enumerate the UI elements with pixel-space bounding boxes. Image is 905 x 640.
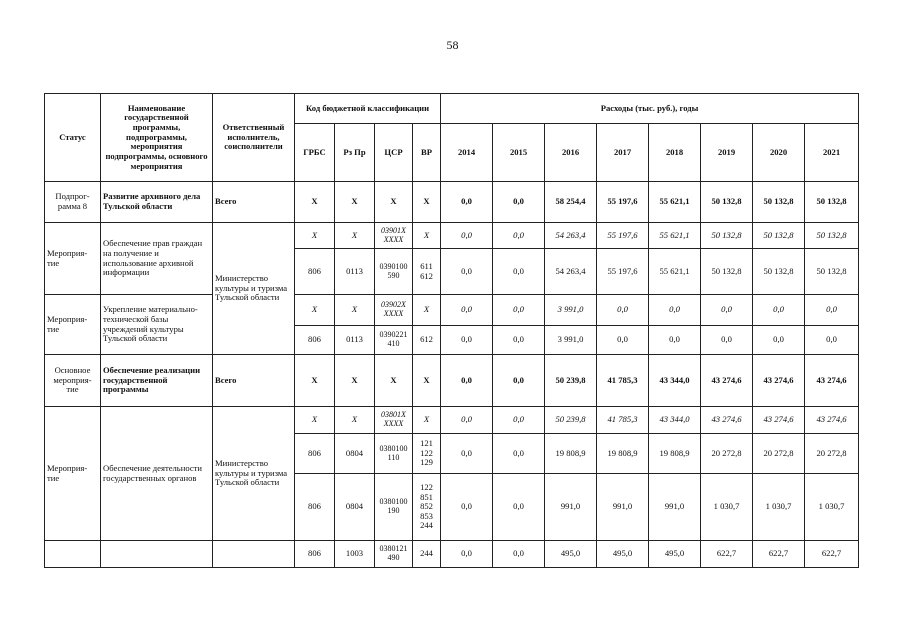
header-vr: ВР bbox=[413, 124, 441, 182]
grbs-cell: Х bbox=[295, 182, 335, 223]
value-cell: 0,0 bbox=[441, 223, 493, 249]
value-cell: 20 272,8 bbox=[701, 434, 753, 474]
value-cell: 20 272,8 bbox=[753, 434, 805, 474]
value-cell: 20 272,8 bbox=[805, 434, 859, 474]
value-cell: 50 239,8 bbox=[545, 355, 597, 407]
csr-cell: 03801Х ХХХХ bbox=[375, 407, 413, 434]
value-cell: 55 197,6 bbox=[597, 249, 649, 295]
header-responsible: Ответственный исполнитель, соисполнители bbox=[213, 94, 295, 182]
value-cell: 0,0 bbox=[493, 434, 545, 474]
value-cell: 43 274,6 bbox=[805, 355, 859, 407]
value-cell: 0,0 bbox=[597, 326, 649, 355]
value-cell: 43 274,6 bbox=[805, 407, 859, 434]
value-cell: 0,0 bbox=[441, 249, 493, 295]
header-year: 2018 bbox=[649, 124, 701, 182]
value-cell: 0,0 bbox=[441, 474, 493, 541]
header-csr: ЦСР bbox=[375, 124, 413, 182]
vr-cell: Х bbox=[413, 182, 441, 223]
value-cell: 0,0 bbox=[753, 326, 805, 355]
status-cell: Подпрог- рамма 8 bbox=[45, 182, 101, 223]
value-cell: 622,7 bbox=[753, 541, 805, 568]
value-cell: 991,0 bbox=[597, 474, 649, 541]
responsible-cell: Всего bbox=[213, 355, 295, 407]
csr-cell: 0390221 410 bbox=[375, 326, 413, 355]
name-cell bbox=[101, 541, 213, 568]
responsible-cell: Всего bbox=[213, 182, 295, 223]
header-year: 2019 bbox=[701, 124, 753, 182]
value-cell: 0,0 bbox=[493, 474, 545, 541]
value-cell: 0,0 bbox=[701, 326, 753, 355]
rzpr-cell: Х bbox=[335, 295, 375, 326]
value-cell: 19 808,9 bbox=[649, 434, 701, 474]
vr-cell: 244 bbox=[413, 541, 441, 568]
value-cell: 991,0 bbox=[649, 474, 701, 541]
value-cell: 0,0 bbox=[441, 295, 493, 326]
header-year: 2020 bbox=[753, 124, 805, 182]
header-year: 2014 bbox=[441, 124, 493, 182]
csr-cell: 03901Х ХХХХ bbox=[375, 223, 413, 249]
vr-cell: Х bbox=[413, 223, 441, 249]
header-rzpr: Рз Пр bbox=[335, 124, 375, 182]
csr-cell: 0380100 110 bbox=[375, 434, 413, 474]
value-cell: 43 274,6 bbox=[701, 355, 753, 407]
csr-cell: Х bbox=[375, 182, 413, 223]
header-code-group: Код бюджетной классификации bbox=[295, 94, 441, 124]
value-cell: 50 132,8 bbox=[805, 249, 859, 295]
header-expenses-group: Расходы (тыс. руб.), годы bbox=[441, 94, 859, 124]
value-cell: 0,0 bbox=[441, 434, 493, 474]
grbs-cell: Х bbox=[295, 355, 335, 407]
grbs-cell: Х bbox=[295, 223, 335, 249]
vr-cell: 612 bbox=[413, 326, 441, 355]
rzpr-cell: 0804 bbox=[335, 474, 375, 541]
table-row bbox=[45, 407, 859, 434]
value-cell: 0,0 bbox=[649, 295, 701, 326]
value-cell: 0,0 bbox=[493, 355, 545, 407]
value-cell: 1 030,7 bbox=[753, 474, 805, 541]
grbs-cell: Х bbox=[295, 407, 335, 434]
vr-cell: Х bbox=[413, 355, 441, 407]
value-cell: 43 274,6 bbox=[753, 355, 805, 407]
value-cell: 0,0 bbox=[493, 326, 545, 355]
value-cell: 43 274,6 bbox=[701, 407, 753, 434]
csr-cell: 03902Х ХХХХ bbox=[375, 295, 413, 326]
value-cell: 0,0 bbox=[753, 295, 805, 326]
status-cell bbox=[45, 541, 101, 568]
status-cell: Основное мероприя- тие bbox=[45, 355, 101, 407]
header-grbs: ГРБС bbox=[295, 124, 335, 182]
value-cell: 41 785,3 bbox=[597, 407, 649, 434]
value-cell: 0,0 bbox=[493, 407, 545, 434]
rzpr-cell: 0113 bbox=[335, 249, 375, 295]
csr-cell: Х bbox=[375, 355, 413, 407]
value-cell: 50 132,8 bbox=[701, 249, 753, 295]
value-cell: 50 132,8 bbox=[701, 182, 753, 223]
value-cell: 54 263,4 bbox=[545, 249, 597, 295]
value-cell: 50 132,8 bbox=[805, 223, 859, 249]
value-cell: 43 274,6 bbox=[753, 407, 805, 434]
value-cell: 55 621,1 bbox=[649, 223, 701, 249]
header-status: Статус bbox=[45, 94, 101, 182]
status-cell: Мероприя- тие bbox=[45, 407, 101, 541]
value-cell: 0,0 bbox=[805, 326, 859, 355]
header-year: 2016 bbox=[545, 124, 597, 182]
value-cell: 55 197,6 bbox=[597, 223, 649, 249]
value-cell: 0,0 bbox=[441, 355, 493, 407]
name-cell: Обеспечение деятельности государственных органов bbox=[101, 407, 213, 541]
status-cell: Мероприя- тие bbox=[45, 223, 101, 295]
responsible-cell bbox=[213, 541, 295, 568]
value-cell: 50 239,8 bbox=[545, 407, 597, 434]
value-cell: 3 991,0 bbox=[545, 326, 597, 355]
csr-cell: 0380121 490 bbox=[375, 541, 413, 568]
grbs-cell: 806 bbox=[295, 434, 335, 474]
table-row bbox=[45, 182, 859, 223]
value-cell: 1 030,7 bbox=[805, 474, 859, 541]
responsible-cell: Министерство культуры и туризма Тульской области bbox=[213, 223, 295, 355]
value-cell: 19 808,9 bbox=[545, 434, 597, 474]
page-number: 58 bbox=[446, 38, 459, 52]
value-cell: 495,0 bbox=[649, 541, 701, 568]
rzpr-cell: Х bbox=[335, 407, 375, 434]
table-row bbox=[45, 295, 859, 326]
value-cell: 55 197,6 bbox=[597, 182, 649, 223]
value-cell: 50 132,8 bbox=[701, 223, 753, 249]
value-cell: 19 808,9 bbox=[597, 434, 649, 474]
value-cell: 43 344,0 bbox=[649, 407, 701, 434]
table-row bbox=[45, 223, 859, 249]
grbs-cell: 806 bbox=[295, 249, 335, 295]
value-cell: 991,0 bbox=[545, 474, 597, 541]
value-cell: 0,0 bbox=[649, 326, 701, 355]
table-row bbox=[45, 355, 859, 407]
value-cell: 3 991,0 bbox=[545, 295, 597, 326]
value-cell: 0,0 bbox=[441, 326, 493, 355]
rzpr-cell: 0113 bbox=[335, 326, 375, 355]
value-cell: 58 254,4 bbox=[545, 182, 597, 223]
value-cell: 43 344,0 bbox=[649, 355, 701, 407]
rzpr-cell: Х bbox=[335, 355, 375, 407]
csr-cell: 0390100 590 bbox=[375, 249, 413, 295]
rzpr-cell: Х bbox=[335, 182, 375, 223]
value-cell: 0,0 bbox=[493, 541, 545, 568]
value-cell: 0,0 bbox=[441, 182, 493, 223]
name-cell: Развитие архивного дела Тульской области bbox=[101, 182, 213, 223]
grbs-cell: 806 bbox=[295, 326, 335, 355]
value-cell: 0,0 bbox=[493, 182, 545, 223]
header-year: 2015 bbox=[493, 124, 545, 182]
value-cell: 50 132,8 bbox=[805, 182, 859, 223]
grbs-cell: 806 bbox=[295, 474, 335, 541]
grbs-cell: Х bbox=[295, 295, 335, 326]
value-cell: 622,7 bbox=[805, 541, 859, 568]
value-cell: 0,0 bbox=[493, 295, 545, 326]
value-cell: 0,0 bbox=[701, 295, 753, 326]
vr-cell: 122 851 852 853 244 bbox=[413, 474, 441, 541]
vr-cell: Х bbox=[413, 407, 441, 434]
header-year: 2021 bbox=[805, 124, 859, 182]
csr-cell: 0380100 190 bbox=[375, 474, 413, 541]
value-cell: 55 621,1 bbox=[649, 182, 701, 223]
value-cell: 0,0 bbox=[441, 541, 493, 568]
value-cell: 54 263,4 bbox=[545, 223, 597, 249]
rzpr-cell: Х bbox=[335, 223, 375, 249]
value-cell: 622,7 bbox=[701, 541, 753, 568]
name-cell: Обеспечение реализации государственной программы bbox=[101, 355, 213, 407]
header-name: Наименование государственной программы, подпрограммы, мероприятия подпрограммы, основного мероприятия bbox=[101, 94, 213, 182]
value-cell: 0,0 bbox=[597, 295, 649, 326]
value-cell: 50 132,8 bbox=[753, 249, 805, 295]
value-cell: 0,0 bbox=[805, 295, 859, 326]
value-cell: 1 030,7 bbox=[701, 474, 753, 541]
grbs-cell: 806 bbox=[295, 541, 335, 568]
header-row-1 bbox=[45, 94, 859, 124]
name-cell: Укрепление материально- технической базы учреждений культуры Тульской области bbox=[101, 295, 213, 355]
rzpr-cell: 1003 bbox=[335, 541, 375, 568]
responsible-cell: Министерство культуры и туризма Тульской области bbox=[213, 407, 295, 541]
value-cell: 495,0 bbox=[545, 541, 597, 568]
table-row bbox=[45, 541, 859, 568]
value-cell: 0,0 bbox=[493, 249, 545, 295]
vr-cell: 121 122 129 bbox=[413, 434, 441, 474]
value-cell: 50 132,8 bbox=[753, 223, 805, 249]
value-cell: 495,0 bbox=[597, 541, 649, 568]
status-cell: Мероприя- тие bbox=[45, 295, 101, 355]
header-year: 2017 bbox=[597, 124, 649, 182]
value-cell: 0,0 bbox=[441, 407, 493, 434]
rzpr-cell: 0804 bbox=[335, 434, 375, 474]
value-cell: 50 132,8 bbox=[753, 182, 805, 223]
name-cell: Обеспечение прав граждан на получение и использование архивной информации bbox=[101, 223, 213, 295]
value-cell: 41 785,3 bbox=[597, 355, 649, 407]
vr-cell: Х bbox=[413, 295, 441, 326]
value-cell: 55 621,1 bbox=[649, 249, 701, 295]
value-cell: 0,0 bbox=[493, 223, 545, 249]
budget-table bbox=[44, 93, 859, 568]
vr-cell: 611 612 bbox=[413, 249, 441, 295]
